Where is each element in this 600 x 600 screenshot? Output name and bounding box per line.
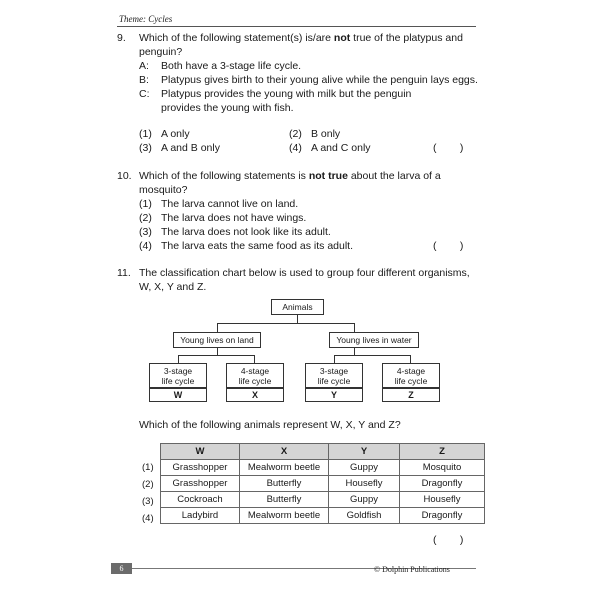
q9-number: 9. [117,32,126,44]
q10-option-1[interactable] [139,197,298,211]
q9-option-2-text: B only [311,128,341,140]
chart-connector [354,323,355,332]
q9-statement-a-text: Both have a 3-stage life cycle. [161,60,302,72]
q10-option-1-label: (1) [139,198,152,210]
q9-answer-bracket[interactable]: ( ) [433,142,464,154]
header-rule [117,26,476,27]
q9-option-4[interactable] [289,141,371,155]
chart-connector [254,355,255,363]
table-cell: Dragonfly [400,508,485,524]
q10-option-4-label: (4) [139,240,152,252]
q9-stem-bold: not [333,32,351,44]
chart-leaf-x-letter: X [226,388,284,402]
q11-stem: The classification chart below is used to group four different organisms, [139,267,470,279]
answer-table [160,443,485,524]
chart-connector [334,355,335,363]
q9-option-2[interactable] [289,127,340,141]
chart-leaf-z-line2: life cycle [394,376,428,386]
table-row-number: (2) [142,479,154,490]
chart-leaf-y-line1: 3-stage [319,366,349,376]
q9-statement-b [139,73,478,87]
q10-stem-bold: not true [308,170,348,182]
q10-stem-post: about the larva of a [347,170,441,182]
chart-root-animals: Animals [271,299,324,315]
table-row[interactable] [161,492,485,508]
table-row[interactable] [161,508,485,524]
q10-option-3[interactable] [139,225,331,239]
q10-option-3-label: (3) [139,226,152,238]
q10-option-2[interactable] [139,211,306,225]
table-cell: Guppy [329,460,400,476]
chart-leaf-x [226,363,284,388]
q9-statement-c-line2: provides the young with fish. [161,102,294,114]
chart-connector [410,355,411,363]
q11-number: 11. [117,267,131,279]
q10-option-2-label: (2) [139,212,152,224]
table-cell: Goldfish [329,508,400,524]
chart-leaf-y-line2: life cycle [317,376,351,386]
table-cell: Mealworm beetle [240,508,329,524]
chart-connector [354,348,355,355]
table-row-number: (3) [142,496,154,507]
table-row[interactable] [161,476,485,492]
table-cell: Grasshopper [161,460,240,476]
table-header-row [161,444,485,460]
table-cell: Grasshopper [161,476,240,492]
q9-statement-b-label: B: [139,74,149,86]
table-row-number: (1) [142,462,154,473]
q10-answer-bracket[interactable]: ( ) [433,240,464,252]
chart-leaf-w-line1: 3-stage [163,366,193,376]
chart-leaf-x-line1: 4-stage [240,366,270,376]
chart-connector [217,323,355,324]
chart-leaf-y [305,363,363,388]
q11-stem-line2: W, X, Y and Z. [139,281,207,293]
q10-stem-pre: Which of the following statements is [139,170,309,182]
page-number: 6 [111,563,132,574]
theme-header: Theme: Cycles [119,14,173,24]
table-cell: Mosquito [400,460,485,476]
chart-connector [178,355,255,356]
q10-stem [139,169,479,183]
chart-leaf-w-letter: W [149,388,207,402]
q9-stem [139,31,479,45]
table-cell: Butterfly [240,476,329,492]
table-cell: Guppy [329,492,400,508]
q9-statement-b-text: Platypus gives birth to their young alive while the penguin lays eggs. [161,74,478,86]
q9-statement-a [139,59,301,73]
q9-stem-pre: Which of the following statement(s) is/are [139,32,334,44]
chart-connector [217,323,218,332]
q9-option-3[interactable] [139,141,220,155]
table-cell: Mealworm beetle [240,460,329,476]
q9-option-4-label: (4) [289,142,302,154]
q9-statement-c [139,87,411,101]
table-row-number: (4) [142,513,154,524]
q9-option-3-text: A and B only [161,142,220,154]
table-cell: Housefly [400,492,485,508]
chart-leaf-w-line2: life cycle [161,376,195,386]
table-cell: Ladybird [161,508,240,524]
chart-leaf-z-letter: Z [382,388,440,402]
table-cell: Cockroach [161,492,240,508]
table-header-z: Z [400,444,485,460]
q9-stem-line2: penguin? [139,46,183,58]
q10-option-1-text: The larva cannot live on land. [161,198,299,210]
chart-connector [334,355,411,356]
table-row[interactable] [161,460,485,476]
q9-option-1-text: A only [161,128,190,140]
chart-connector [217,348,218,355]
q10-option-4-text: The larva eats the same food as its adult. [161,240,354,252]
q9-statement-c-label: C: [139,88,150,100]
chart-connector [178,355,179,363]
q10-option-2-text: The larva does not have wings. [161,212,307,224]
q9-option-2-label: (2) [289,128,302,140]
chart-node-water: Young lives in water [329,332,419,348]
chart-leaf-z [382,363,440,388]
chart-leaf-z-line1: 4-stage [396,366,426,376]
q9-stem-post: true of the platypus and [350,32,463,44]
q11-question: Which of the following animals represent W, X, Y and Z? [139,419,401,431]
q9-statement-a-label: A: [139,60,149,72]
q10-option-4[interactable] [139,239,353,253]
table-cell: Housefly [329,476,400,492]
q10-number: 10. [117,170,132,182]
publisher-credit: © Dolphin Publications [374,565,450,574]
chart-leaf-y-letter: Y [305,388,363,402]
q9-option-1[interactable] [139,127,190,141]
q11-answer-bracket[interactable]: ( ) [433,534,464,546]
chart-leaf-w [149,363,207,388]
q10-option-3-text: The larva does not look like its adult. [161,226,331,238]
chart-node-land: Young lives on land [173,332,261,348]
q9-option-3-label: (3) [139,142,152,154]
q9-option-1-label: (1) [139,128,152,140]
q9-option-4-text: A and C only [311,142,371,154]
table-header-y: Y [329,444,400,460]
table-cell: Butterfly [240,492,329,508]
table-cell: Dragonfly [400,476,485,492]
chart-leaf-x-line2: life cycle [238,376,272,386]
q10-stem-line2: mosquito? [139,184,188,196]
table-header-x: X [240,444,329,460]
table-header-w: W [161,444,240,460]
q9-statement-c-text: Platypus provides the young with milk but the penguin [161,88,412,100]
